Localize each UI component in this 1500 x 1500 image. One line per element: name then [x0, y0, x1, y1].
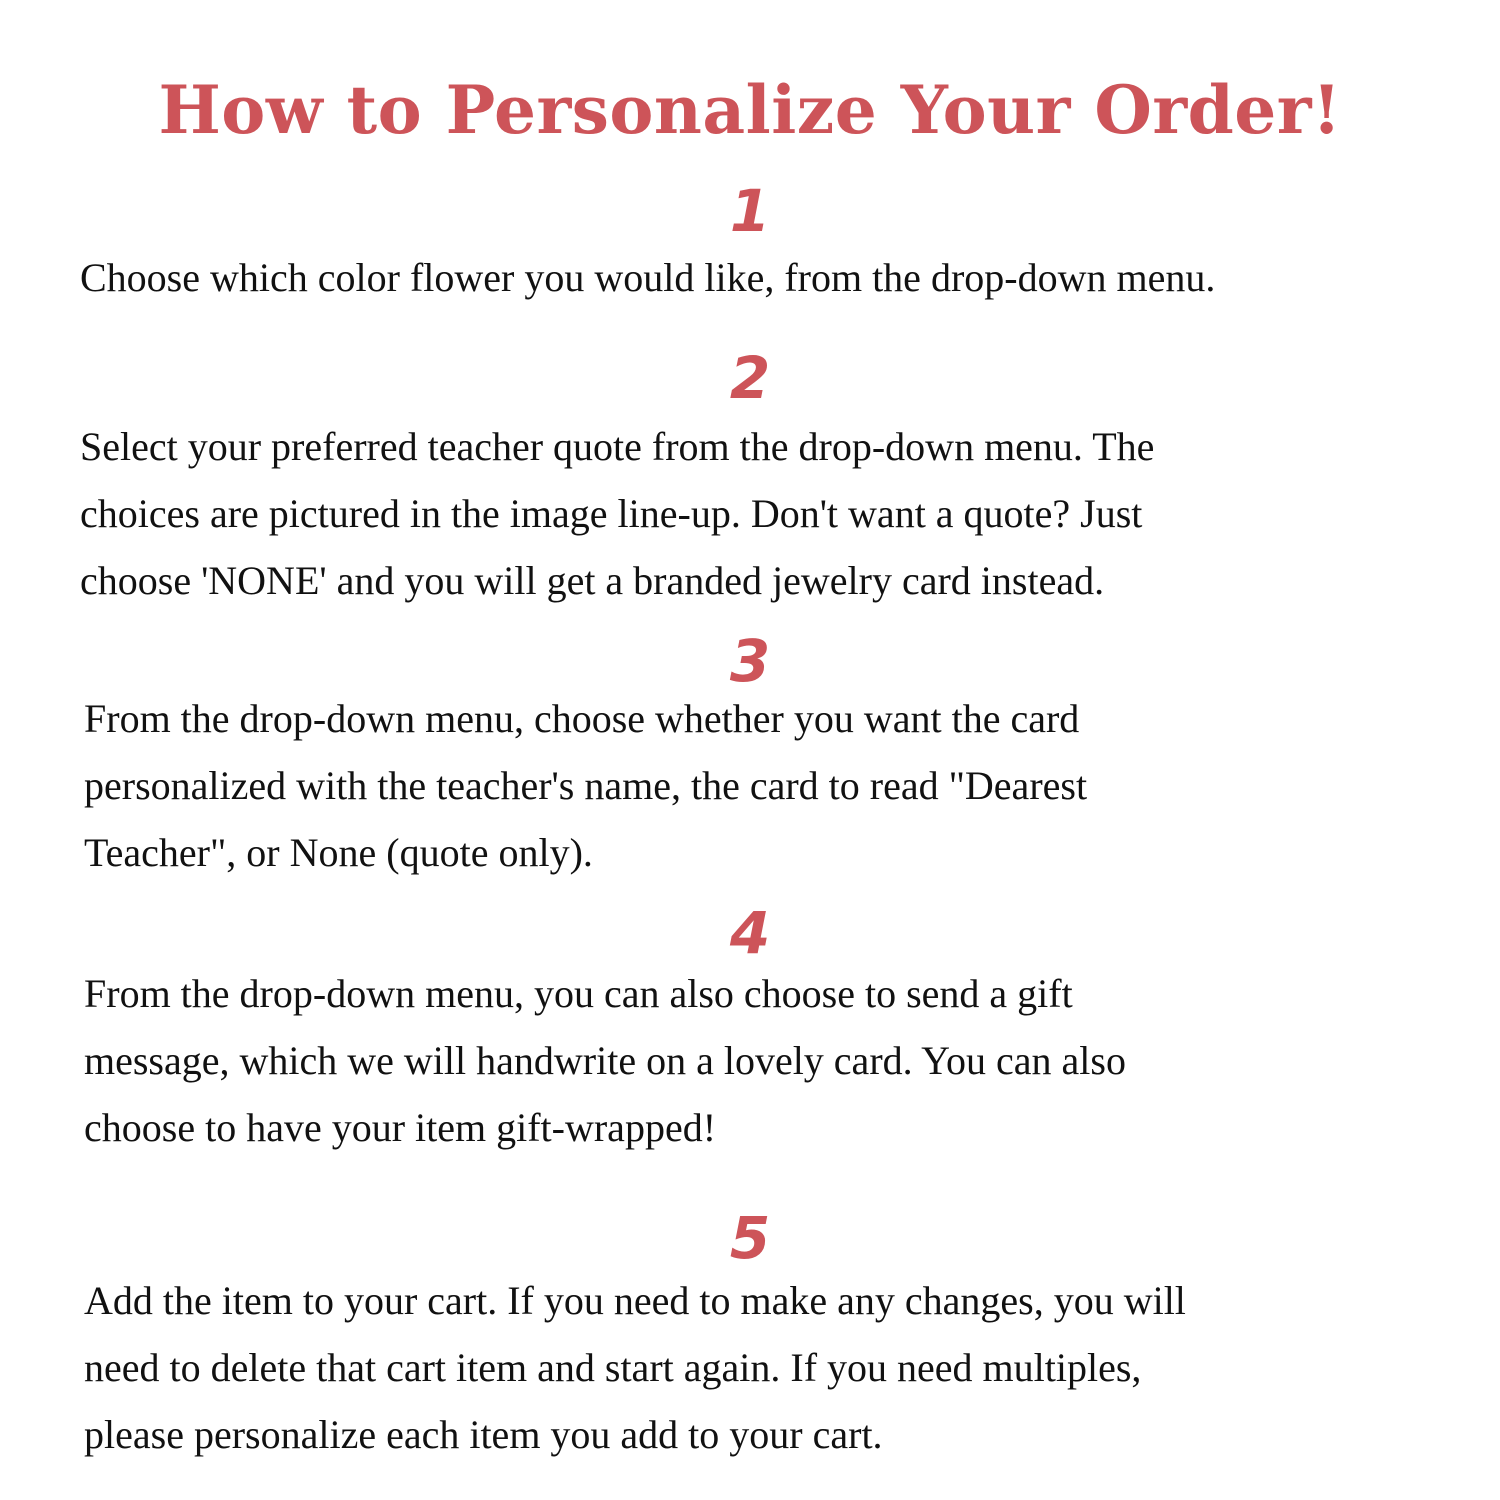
step-number-1: 1 — [729, 177, 771, 245]
page-title: How to Personalize Your Order! — [158, 71, 1342, 149]
step-text-2: Select your preferred teacher quote from the drop-down menu. The choices are pictured in the image line-up. Don't want a quote? Just choose 'NONE' and you will get a branded jewelry card instead. — [80, 424, 1155, 603]
step-text-5: Add the item to your cart. If you need to make any changes, you will need to delete that cart item and start again. If you need multiples, please personalize each item you add to your cart. — [84, 1278, 1186, 1457]
step-number-3: 3 — [729, 627, 771, 695]
step-text-4: From the drop-down menu, you can also choose to send a gift message, which we will handwrite on a lovely card. You can also choose to have your item gift-wrapped! — [84, 971, 1126, 1150]
step-number-4: 4 — [729, 899, 771, 967]
step-number-5: 5 — [729, 1204, 771, 1272]
step-number-2: 2 — [729, 344, 771, 412]
step-text-1: Choose which color flower you would like, from the drop-down menu. — [80, 255, 1216, 300]
step-text-3: From the drop-down menu, choose whether you want the card personalized with the teacher's name, the card to read "Dearest Teacher", or None (quote only). — [84, 696, 1088, 875]
